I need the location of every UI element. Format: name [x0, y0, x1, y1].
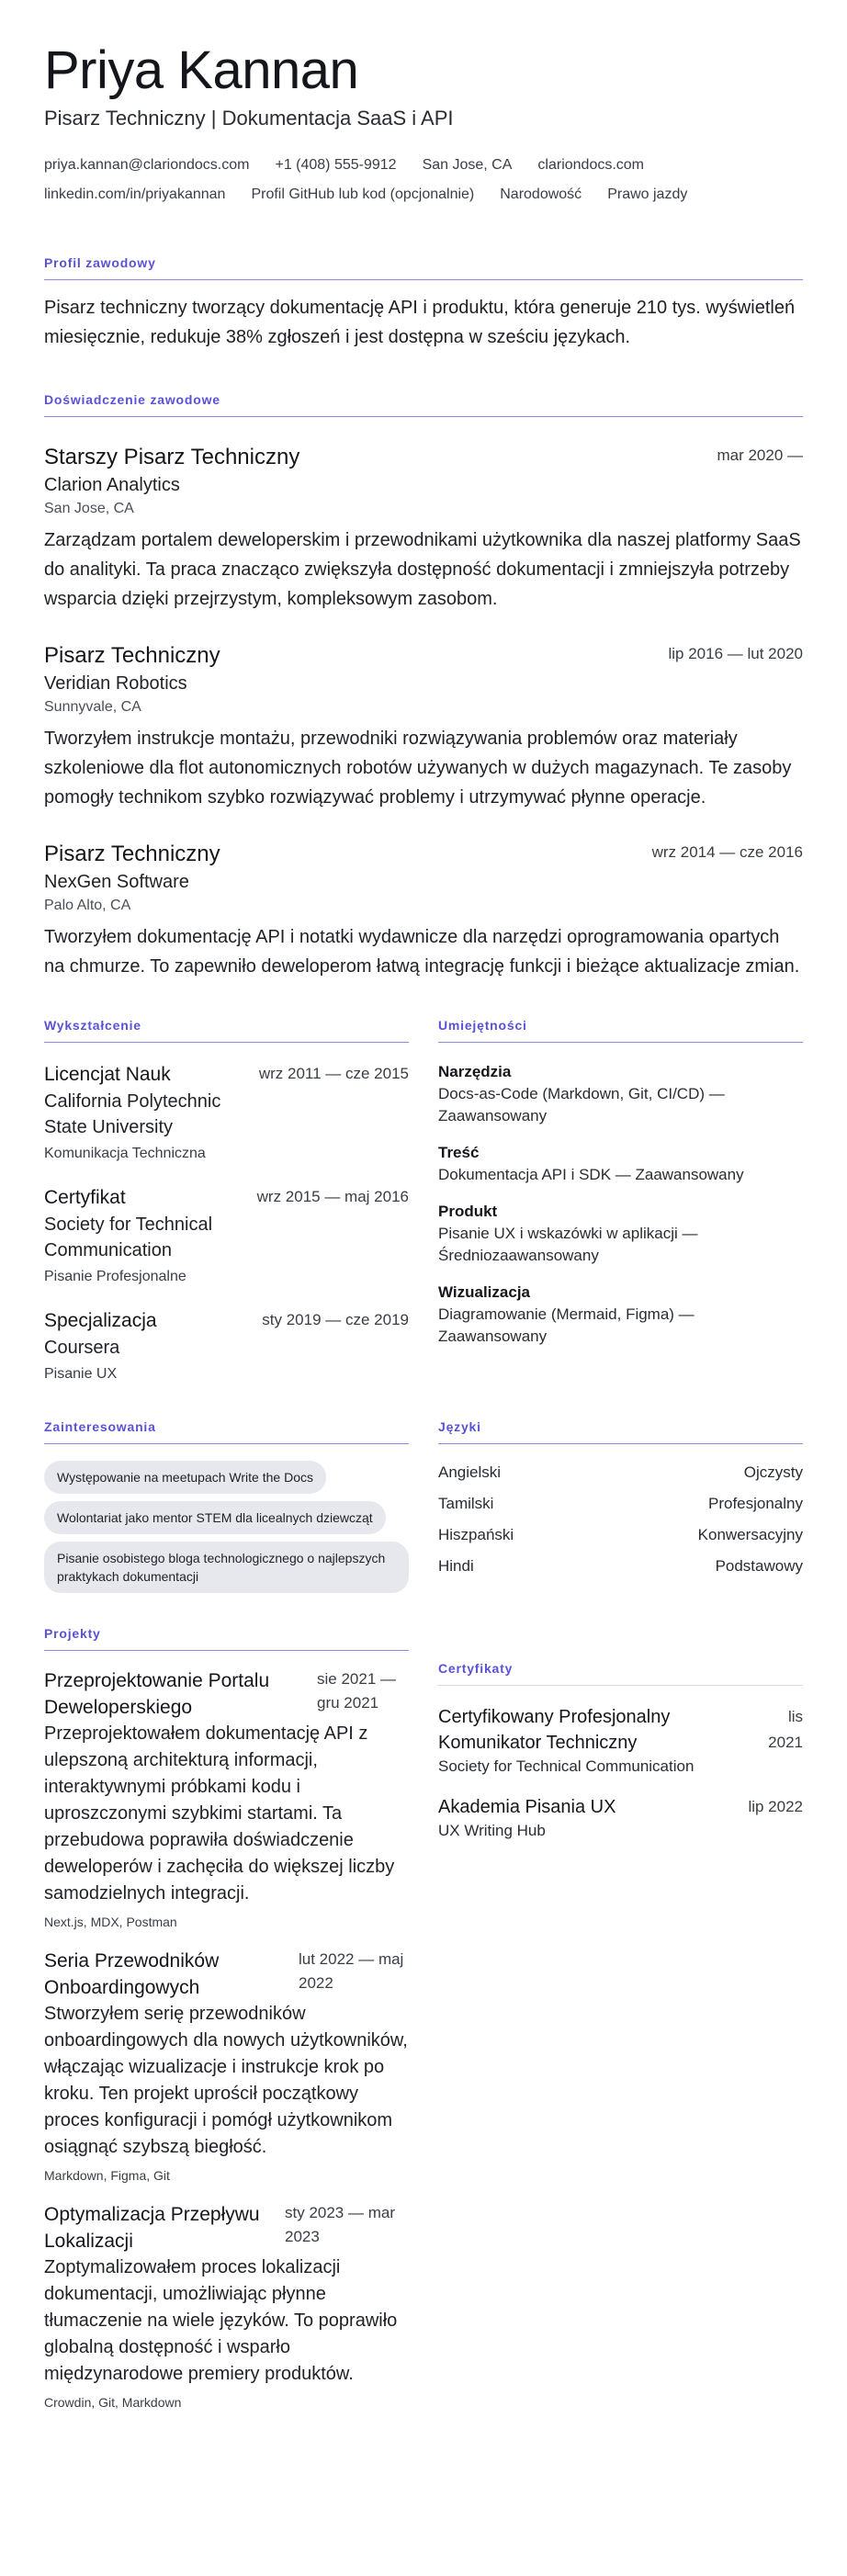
job-dates: mar 2020 —: [717, 446, 803, 464]
skill-value: Docs-as-Code (Markdown, Git, CI/CD) — Zaawansowany: [438, 1085, 725, 1124]
headline: Pisarz Techniczny | Dokumentacja SaaS i API: [44, 107, 454, 130]
contact-email[interactable]: priya.kannan@clariondocs.com: [44, 157, 250, 173]
skill-name: Produkt: [438, 1203, 498, 1220]
summary-title: Profil zawodowy: [44, 255, 803, 280]
skill-entry: [438, 1142, 803, 1186]
job-title: Pisarz Techniczny: [44, 643, 220, 668]
project-tech: Markdown, Figma, Git: [44, 2168, 170, 2183]
education-institution: Society for Technical Communication: [44, 1215, 213, 1260]
contact-website[interactable]: clariondocs.com: [537, 157, 645, 173]
education-dates: wrz 2011 — cze 2015: [258, 1065, 409, 1082]
certification-issuer: Society for Technical Communication: [438, 1757, 695, 1775]
language-list: [438, 1457, 803, 1582]
job-entry: [44, 840, 803, 981]
certification-issuer: UX Writing Hub: [438, 1822, 546, 1839]
contact-linkedin[interactable]: linkedin.com/in/priyakannan: [44, 186, 226, 202]
contact-github[interactable]: Profil GitHub lub kod (opcjonalnie): [251, 186, 475, 202]
education-entry: [44, 1307, 409, 1386]
job-company: Clarion Analytics: [44, 475, 180, 495]
job-entry: [44, 443, 803, 614]
certification-title: Akademia Pisania UX: [438, 1797, 616, 1817]
certification-date: lis 2021: [768, 1708, 803, 1751]
experience-title: Doświadczenie zawodowe: [44, 392, 803, 417]
language-name: Tamilski: [438, 1495, 494, 1512]
language-row: [438, 1488, 803, 1520]
skills-section: [438, 1018, 803, 1386]
job-location: Sunnyvale, CA: [44, 699, 141, 715]
project-entry: [44, 2201, 409, 2413]
education-entry: [44, 1061, 409, 1166]
projects-certifications-row: [44, 1626, 803, 2413]
education-institution: California Polytechnic State University: [44, 1091, 221, 1137]
contact-line-2: [44, 180, 803, 209]
project-title: Seria Przewodników Onboardingowych: [44, 1950, 220, 1998]
skill-value: Pisanie UX i wskazówki w aplikacji — Średniozaawansowany: [438, 1225, 698, 1264]
language-level: Podstawowy: [715, 1557, 803, 1575]
interests-languages-row: [44, 1419, 803, 1600]
education-degree: Specjalizacja: [44, 1310, 157, 1331]
skill-entry: [438, 1201, 803, 1267]
project-dates: sty 2023 — mar 2023: [285, 2204, 395, 2245]
project-dates: lut 2022 — maj 2022: [299, 1950, 404, 1992]
skill-value: Dokumentacja API i SDK — Zaawansowany: [438, 1166, 744, 1183]
interest-chip: Pisanie osobistego bloga technologicznego o najlepszych praktykach dokumentacji: [44, 1542, 409, 1593]
education-field: Pisanie Profesjonalne: [44, 1269, 186, 1284]
certifications-section: [438, 1626, 803, 2413]
education-field: Pisanie UX: [44, 1366, 118, 1382]
interest-chip: Wolontariat jako mentor STEM dla licealnych dziewcząt: [44, 1501, 386, 1534]
language-name: Angielski: [438, 1463, 502, 1481]
certifications-title: Certyfikaty: [438, 1661, 803, 1686]
project-description: Przeprojektowałem dokumentację API z ulepszoną architekturą informacji, interaktywnymi próbkami kodu i uproszczonymi szybkimi startami. Ta przebudowa poprawiła doświadczenie deweloperów i zachęciła do większej liczby samodzielnych integracji.: [44, 1723, 395, 1904]
contact-info: [44, 151, 803, 209]
skill-name: Narzędzia: [438, 1063, 512, 1080]
job-title: Pisarz Techniczny: [44, 842, 220, 866]
contact-line-1: [44, 151, 803, 180]
interest-chip: Występowanie na meetupach Write the Docs: [44, 1461, 326, 1494]
education-institution: Coursera: [44, 1338, 120, 1358]
language-row: [438, 1520, 803, 1551]
projects-section: [44, 1626, 409, 2413]
languages-section: [438, 1419, 803, 1600]
projects-title: Projekty: [44, 1626, 409, 1651]
candidate-name: Priya Kannan: [44, 40, 359, 100]
language-row: [438, 1551, 803, 1582]
skill-entry: [438, 1061, 803, 1127]
interests-title: Zainteresowania: [44, 1419, 409, 1444]
education-skills-row: [44, 1018, 803, 1386]
languages-title: Języki: [438, 1419, 803, 1444]
skill-name: Treść: [438, 1144, 480, 1161]
summary-text: Pisarz techniczny tworzący dokumentację API i produktu, która generuje 210 tys. wyświetleń miesięcznie, redukuje 38% zgłoszeń i jest dostępna w sześciu językach.: [44, 298, 796, 347]
job-entry: [44, 641, 803, 812]
certification-entry: [438, 1794, 803, 1842]
language-level: Ojczysty: [743, 1463, 803, 1481]
education-entry: [44, 1184, 409, 1289]
certification-date: lip 2022: [748, 1798, 803, 1815]
job-title: Starszy Pisarz Techniczny: [44, 445, 300, 469]
language-name: Hiszpański: [438, 1526, 514, 1543]
project-title: Przeprojektowanie Portalu Deweloperskiego: [44, 1670, 270, 1718]
certification-title: Certyfikowany Profesjonalny Komunikator Techniczny: [438, 1707, 671, 1753]
job-dates: lip 2016 — lut 2020: [668, 645, 803, 662]
education-title: Wykształcenie: [44, 1018, 409, 1043]
project-tech: Crowdin, Git, Markdown: [44, 2395, 182, 2410]
skills-title: Umiejętności: [438, 1018, 803, 1043]
contact-driving-license: Prawo jazdy: [607, 186, 688, 202]
education-dates: sty 2019 — cze 2019: [262, 1311, 409, 1328]
job-company: NexGen Software: [44, 872, 189, 892]
job-location: Palo Alto, CA: [44, 898, 131, 913]
project-entry: [44, 1948, 409, 2186]
project-dates: sie 2021 — gru 2021: [317, 1670, 396, 1712]
language-level: Konwersacyjny: [697, 1526, 803, 1543]
skill-value: Diagramowanie (Mermaid, Figma) — Zaawansowany: [438, 1305, 695, 1345]
interest-chips: [44, 1461, 409, 1593]
skill-entry: [438, 1282, 803, 1348]
language-level: Profesjonalny: [707, 1495, 803, 1512]
job-description: Tworzyłem dokumentację API i notatki wydawnicze dla narzędzi oprogramowania opartych na chmurze. To zapewniło deweloperom łatwą integrację funkcji i bieżące aktualizacje zmian.: [44, 927, 800, 977]
project-description: Stworzyłem serię przewodników onboardingowych dla nowych użytkowników, włączając wizualizacje i instrukcje krok po kroku. Ten projekt uprościł początkowy proces konfiguracji i pomógł użytkownikom osiągnąć szybszą biegłość.: [44, 2004, 408, 2157]
job-location: San Jose, CA: [44, 501, 134, 516]
education-section: [44, 1018, 409, 1386]
project-entry: [44, 1667, 409, 1933]
experience-section: [44, 392, 803, 981]
interests-section: [44, 1419, 409, 1600]
job-description: Zarządzam portalem deweloperskim i przewodnikami użytkownika dla naszej platformy SaaS do analityki. Ta praca znacząco zwiększyła dostępność dokumentacji i zmniejszyła potrzeby wsparcia dzięki przejrzystym, kompleksowym zasobom.: [44, 530, 801, 609]
summary-section: [44, 255, 803, 352]
education-field: Komunikacja Techniczna: [44, 1146, 206, 1161]
education-degree: Licencjat Nauk: [44, 1064, 171, 1085]
job-description: Tworzyłem instrukcje montażu, przewodniki rozwiązywania problemów oraz materiały szkoleniowe dla flot autonomicznych robotów używanych w dużych magazynach. Te zasoby pomogły technikom szybko rozwiązywać problemy i utrzymywać płynne operacje.: [44, 729, 792, 808]
skill-name: Wizualizacja: [438, 1283, 530, 1301]
language-name: Hindi: [438, 1557, 474, 1575]
education-degree: Certyfikat: [44, 1187, 126, 1208]
language-row: [438, 1457, 803, 1488]
project-tech: Next.js, MDX, Postman: [44, 1915, 177, 1929]
project-title: Optymalizacja Przepływu Lokalizacji: [44, 2204, 260, 2252]
job-company: Veridian Robotics: [44, 673, 187, 694]
contact-location: San Jose, CA: [422, 157, 513, 173]
education-dates: wrz 2015 — maj 2016: [256, 1188, 409, 1205]
job-dates: wrz 2014 — cze 2016: [651, 843, 803, 861]
contact-nationality: Narodowość: [500, 186, 582, 202]
project-description: Zoptymalizowałem proces lokalizacji dokumentacji, umożliwiając płynne tłumaczenie na wiele języków. To poprawiło globalną dostępność i wsparło międzynarodowe premiery produktów.: [44, 2257, 398, 2384]
contact-phone[interactable]: +1 (408) 555-9912: [275, 157, 397, 173]
certification-entry: [438, 1704, 803, 1778]
